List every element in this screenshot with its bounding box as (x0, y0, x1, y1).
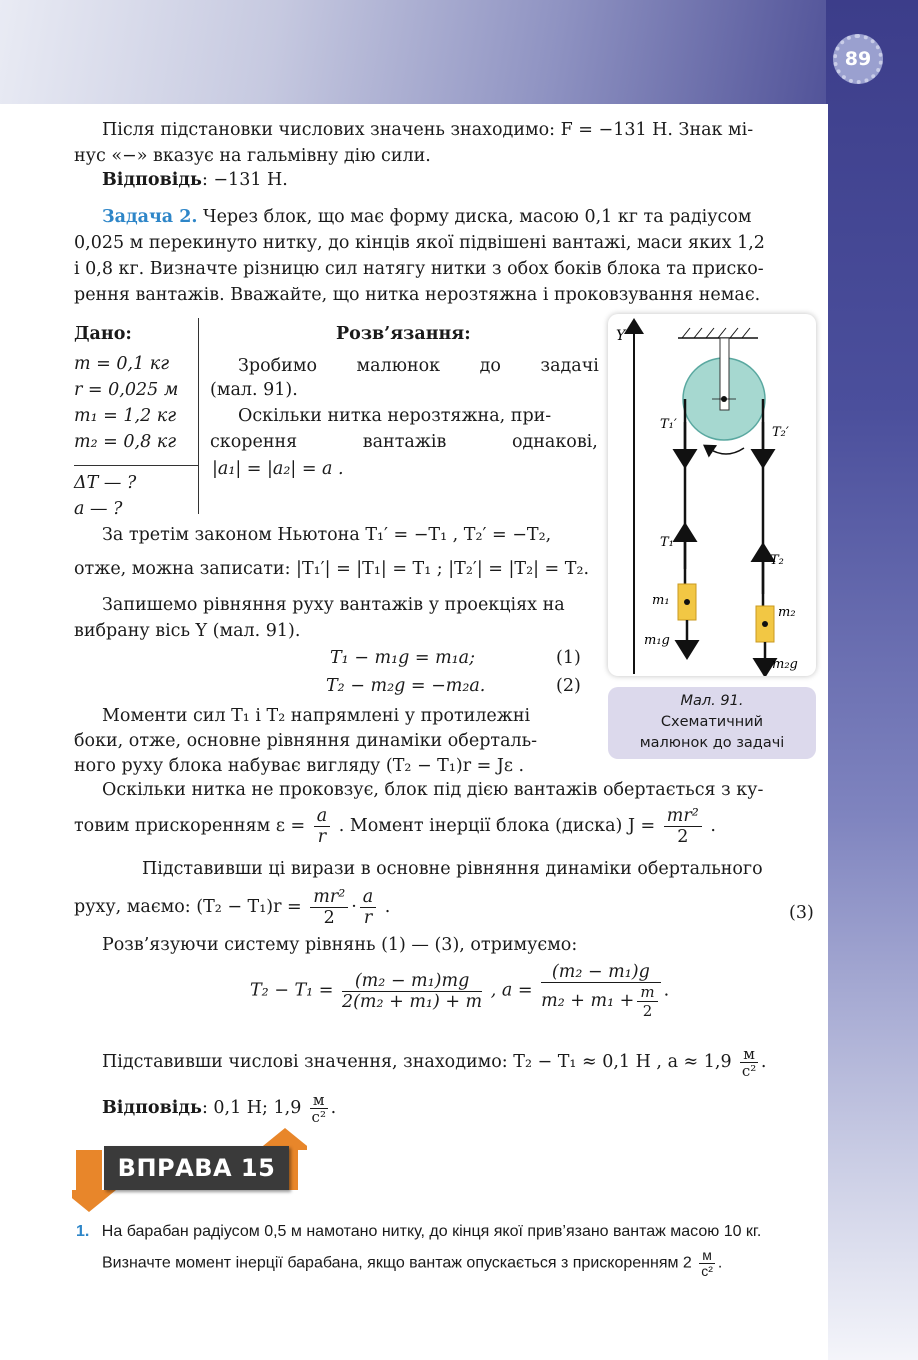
epsilon-fraction (314, 806, 330, 847)
answer-value: : −131 Н. (201, 170, 288, 190)
nested-fraction (637, 983, 657, 1020)
intro-line-2: нус «−» вказує на гальмівну дію сили. (74, 146, 431, 166)
given-header: Дано: (74, 324, 132, 344)
frac-num: м (699, 1248, 715, 1264)
equation-1: T₁ − m₁g = m₁a; (330, 648, 476, 668)
header-banner (0, 0, 918, 104)
equation-1-number: (1) (556, 648, 581, 668)
solution-p7b: руху, маємо: (T₂ − T₁)r = $\frac{\text{mr²}}{2}$ · $\frac{a}{r}$ . (74, 887, 391, 928)
solution-p8: Розв’язуючи систему рівнянь (1) — (3), отримуємо: (102, 935, 578, 955)
unit-fraction (699, 1248, 715, 1279)
frac-den: 2 (323, 908, 335, 928)
label-m1g: m₁g (644, 633, 670, 648)
frac-den: с² (701, 1263, 713, 1279)
exercise-title: ВПРАВА 15 (104, 1146, 289, 1190)
inertia-label: . Момент інерції блока (диска) J = (338, 816, 656, 836)
caption-line-1: Схематичний (660, 714, 764, 730)
exercise-line-2: Визначте момент інерції барабана, якщо вантаж опускається з прискоренням 2 $\frac{м}{\text{с²}}$ . (102, 1247, 723, 1279)
exercise-number: 1. (76, 1223, 90, 1240)
label-m1: m₁ (652, 593, 670, 608)
label-axis-y: Y (616, 328, 626, 344)
solution-header: Розв’язання: (336, 324, 471, 344)
inertia-fraction (664, 806, 702, 847)
answer-value: : 0,1 Н; 1,9 (201, 1098, 302, 1118)
exercise-banner (72, 1128, 307, 1212)
solution-p2c: |a₁| = |a₂| = a . (212, 459, 344, 479)
exercise-item-1 (76, 1219, 761, 1245)
frac-num: м (310, 1092, 328, 1109)
unit-fraction (740, 1046, 758, 1079)
solution-p6b: товим прискоренням ε = $\frac{a}{r}$ . Момент інерції блока (диска) J = $\frac{\text{mr²}}{2}$ . (74, 806, 716, 847)
given-m1: m₁ = 1,2 кг (74, 406, 177, 426)
result-formula: T₂ − T₁ = $\frac{\text{(m₂ − m₁)mg}}{\text{2(m₂ + m₁) + m}}$ , a = (m₂ − m₁)g m₂ + m₁ + $\frac{m}{2}$ . (250, 962, 670, 1020)
given-r: r = 0,025 м (74, 380, 179, 400)
frac-num: a (314, 806, 330, 827)
label-T2-prime: T₂′ (772, 425, 789, 440)
solution-p6a: Оскільки нитка не проковзує, блок під дією вантажів обертається з ку- (102, 780, 764, 800)
eq3-fraction-1 (310, 887, 348, 928)
frac-den: r (317, 827, 327, 847)
frac-num: (m₂ − m₁)g (541, 962, 660, 983)
exercise-text-2: Визначте момент інерції барабана, якщо вантаж опускається з прискоренням 2 (102, 1254, 692, 1272)
given-divider (74, 465, 198, 466)
frac-den: с² (311, 1108, 326, 1126)
label-m2: m₂ (778, 605, 796, 620)
eq3-lhs: руху, маємо: (T₂ − T₁)r = (74, 897, 302, 917)
exercise-line-1: На барабан радіусом 0,5 м намотано нитку, до кінця якої прив’язано вантаж масою 10 кг. (101, 1223, 762, 1240)
task2-line-3: і 0,8 кг. Визначте різницю сил натягу нитки з обох боків блока та приско- (74, 259, 764, 279)
given-m: m = 0,1 кг (74, 354, 170, 374)
frac-den: с² (741, 1062, 757, 1080)
frac-den: 2(m₂ + m₁) + m (341, 991, 483, 1012)
caption-line-2: малюнок до задачі (639, 735, 785, 751)
task2-label: Задача 2. (102, 207, 198, 227)
frac-num: mr² (310, 887, 348, 908)
caption-number: Мал. 91. (680, 693, 744, 709)
equation-2-number: (2) (556, 676, 581, 696)
solution-p2b: скорення вантажів однакові, (210, 432, 598, 452)
frac-den-part: m₂ + m₁ + (541, 991, 635, 1011)
solution-p4a: Запишемо рівняння руху вантажів у проекціях на (102, 595, 565, 615)
frac-num: м (740, 1046, 758, 1063)
label-T1: T₁ (660, 535, 674, 550)
solution-p7a: Підставивши ці вирази в основне рівняння динаміки обертального (142, 859, 763, 879)
label-T2: T₂ (770, 553, 784, 568)
frac-num: a (360, 887, 376, 908)
answer-label: Відповідь (102, 170, 202, 190)
rotation-arrow (708, 448, 744, 454)
solution-p9: Підставивши числові значення, знаходимо: T₂ − T₁ ≈ 0,1 Н , a ≈ 1,9 $\frac{м}{\text{с²}}$ . (102, 1045, 767, 1080)
given-vertical-divider (198, 318, 199, 514)
unit-fraction (310, 1092, 328, 1125)
answer-label: Відповідь (102, 1098, 202, 1118)
task2-line-1 (102, 204, 751, 230)
task2-text-1: Через блок, що має форму диска, масою 0,1 кг та радіусом (197, 207, 752, 227)
solution-p1b: (мал. 91). (210, 380, 298, 400)
equation-3-number: (3) (789, 903, 814, 923)
label-m2g: m₂g (772, 657, 798, 672)
frac-num: (m₂ − m₁)mg (342, 971, 482, 992)
frac-den: 2 (642, 1002, 653, 1020)
right-decorative-strip (826, 0, 918, 1360)
equation-2: T₂ − m₂g = −m₂a. (326, 676, 486, 696)
pulley-diagram (608, 314, 816, 676)
ceiling-hatching (682, 328, 750, 338)
final-answer: Відповідь: 0,1 Н; 1,9 $\frac{м}{\text{с²}}$ . (102, 1091, 337, 1126)
numeric-result: Підставивши числові значення, знаходимо: T₂ − T₁ ≈ 0,1 Н , a ≈ 1,9 (102, 1052, 732, 1072)
find-deltaT: ΔT — ? (74, 473, 137, 493)
solution-p3a: За третім законом Ньютона T₁′ = −T₁ , T₂′ = −T₂, (102, 525, 552, 545)
epsilon-label: товим прискоренням ε = (74, 816, 306, 836)
intro-line-1: Після підстановки числових значень знаходимо: F = −131 Н. Знак мі- (102, 120, 754, 140)
figure-91 (608, 314, 816, 676)
result-fraction-1 (342, 971, 482, 1012)
frac-den: r (363, 908, 373, 928)
frac-den: 2 (677, 827, 689, 847)
solution-p1a: Зробимо малюнок до задачі (238, 356, 599, 376)
frac-num: mr² (664, 806, 702, 827)
result-lhs: T₂ − T₁ = (250, 980, 334, 1001)
given-m2: m₂ = 0,8 кг (74, 432, 177, 452)
solution-p5a: Моменти сил T₁ і T₂ напрямлені у протилежні (102, 706, 531, 726)
result-fraction-2 (541, 962, 660, 1020)
find-a: a — ? (74, 499, 123, 519)
label-T1-prime: T₁′ (660, 417, 677, 432)
solution-p5b: боки, отже, основне рівняння динаміки оберталь- (74, 731, 538, 751)
page-number-badge: 89 (833, 34, 883, 84)
result-a: , a = (490, 980, 533, 1001)
solution-p2a: Оскільки нитка нерозтяжна, при- (238, 406, 552, 426)
solution-p3b: отже, можна записати: |T₁′| = |T₁| = T₁ ; |T₂′| = |T₂| = T₂. (74, 559, 590, 579)
eq3-fraction-2 (360, 887, 376, 928)
intro-answer (102, 167, 288, 193)
solution-p4b: вибрану вісь Y (мал. 91). (74, 621, 301, 641)
task2-line-2: 0,025 м перекинуто нитку, до кінців якої підвішені вантажі, маси яких 1,2 (74, 233, 765, 253)
frac-num: m (637, 983, 657, 1002)
solution-p5c: ного руху блока набуває вигляду (T₂ − T₁)r = Jε . (74, 756, 525, 776)
task2-line-4: рення вантажів. Вважайте, що нитка нерозтяжна і проковзування немає. (74, 285, 761, 305)
figure-caption (608, 687, 816, 759)
